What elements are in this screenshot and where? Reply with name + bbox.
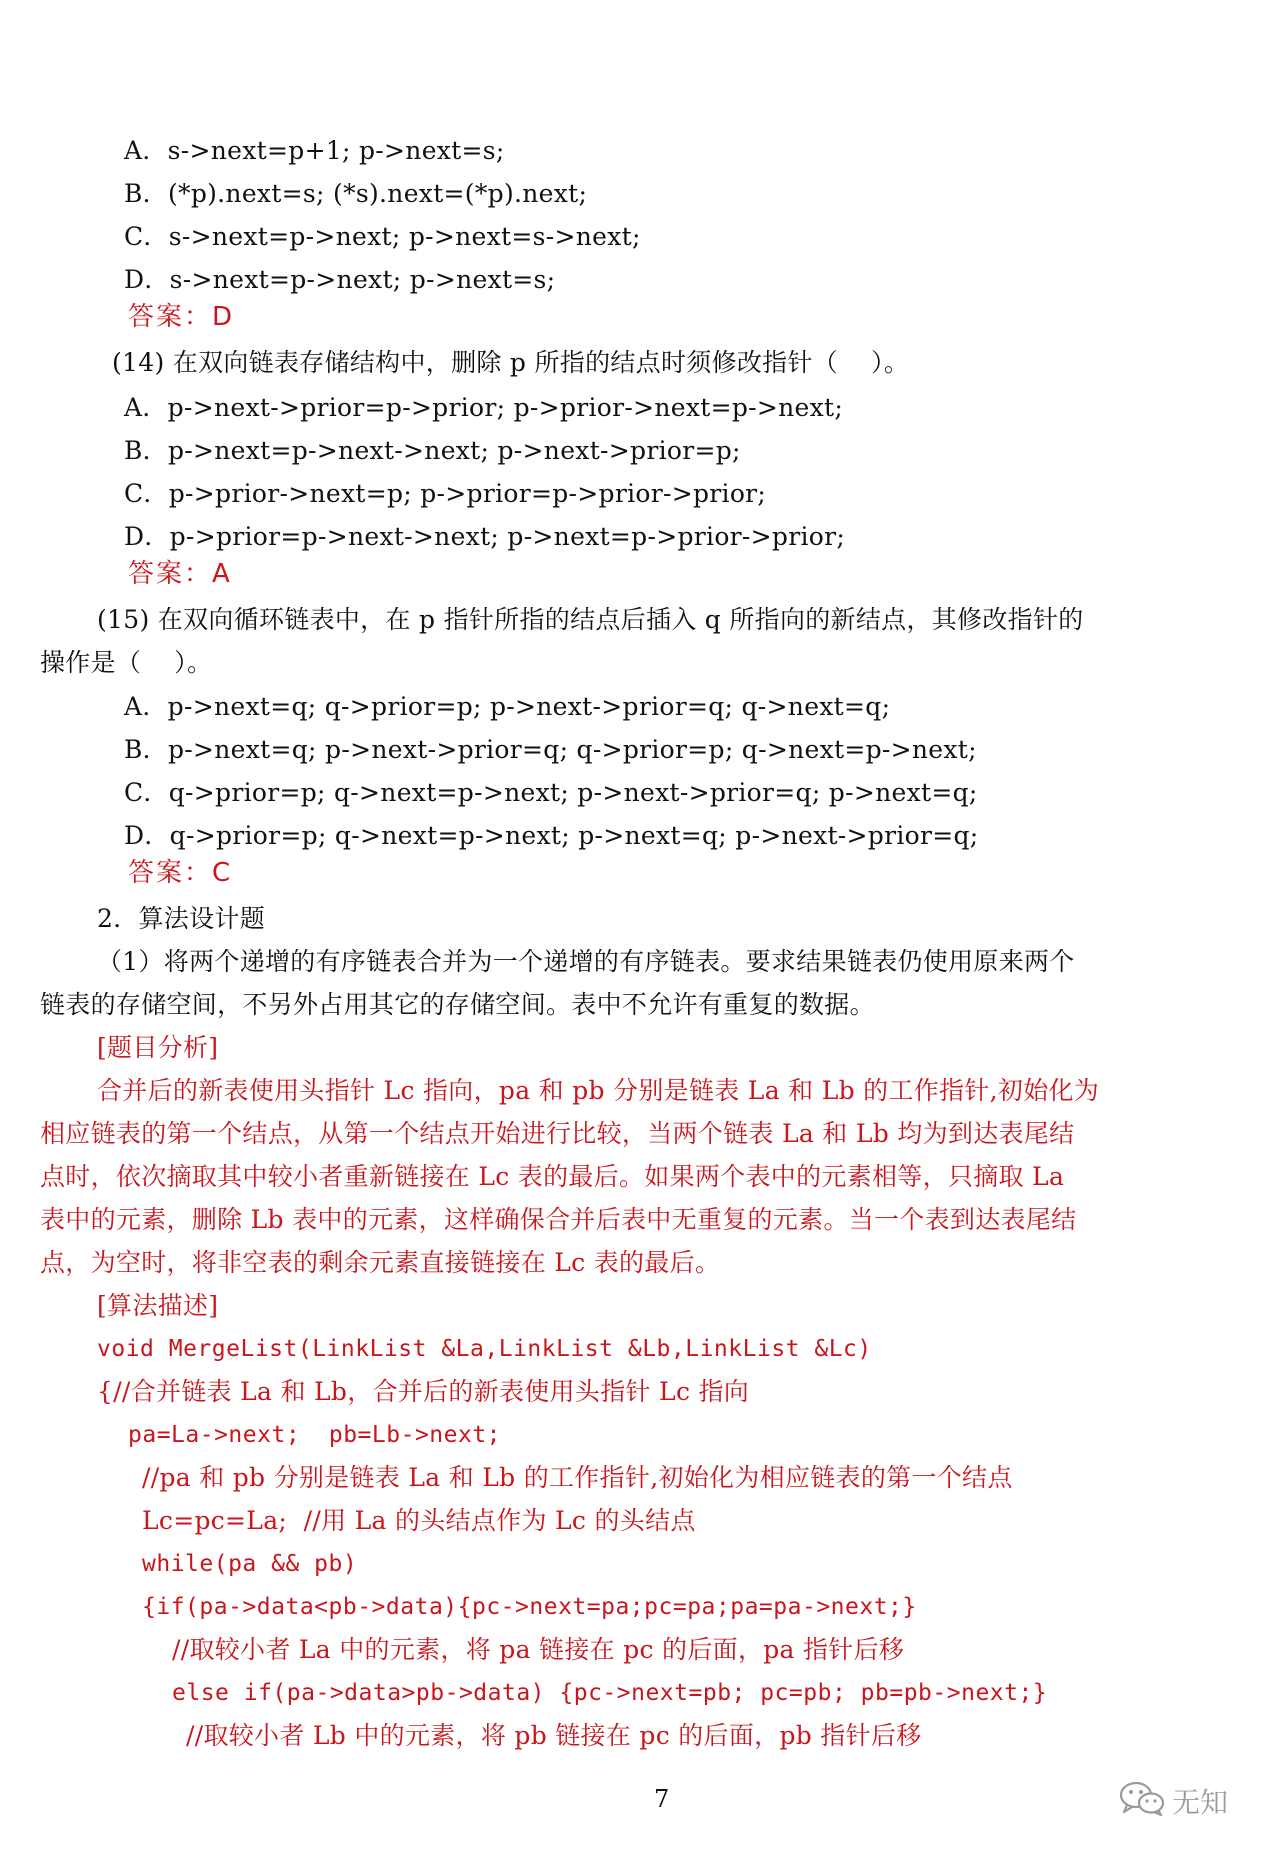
design-question-line1: （1）将两个递增的有序链表合并为一个递增的有序链表。要求结果链表仍使用原来两个	[97, 947, 1075, 976]
code-line-3: pa=La->next; pb=Lb->next;	[128, 1422, 502, 1448]
analysis-heading: [题目分析]	[97, 1033, 219, 1062]
code-line-9: else if(pa->data>pb->data) {pc->next=pb; pc=pb; pb=pb->next;}	[172, 1680, 1048, 1706]
analysis-line-4: 表中的元素，删除 Lb 表中的元素，这样确保合并后表中无重复的元素。当一个表到达表尾结	[40, 1205, 1077, 1234]
q15-option-a: A．p->next=q; q->prior=p; p->next->prior=q; q->next=q;	[124, 692, 891, 721]
design-question-line2: 链表的存储空间，不另外占用其它的存储空间。表中不允许有重复的数据。	[40, 990, 875, 1019]
analysis-line-1: 合并后的新表使用头指针 Lc 指向，pa 和 pb 分别是链表 La 和 Lb 的工作指针,初始化为	[97, 1076, 1100, 1105]
q14-option-d: D．p->prior=p->next->next; p->next=p->prior->prior;	[124, 522, 846, 551]
watermark-text: 无知	[1172, 1786, 1229, 1819]
page-number: 7	[654, 1785, 670, 1813]
analysis-line-5: 点，为空时，将非空表的剩余元素直接链接在 Lc 表的最后。	[40, 1248, 721, 1277]
analysis-line-3: 点时，依次摘取其中较小者重新链接在 Lc 表的最后。如果两个表中的元素相等，只摘取 La	[40, 1162, 1065, 1191]
code-line-2: {//合并链表 La 和 Lb，合并后的新表使用头指针 Lc 指向	[97, 1377, 750, 1406]
q15-option-d: D．q->prior=p; q->next=p->next; p->next=q; p->next->prior=q;	[124, 821, 979, 850]
q14-option-b: B．p->next=p->next->next; p->next->prior=p;	[124, 436, 741, 465]
code-line-10: //取较小者 Lb 中的元素，将 pb 链接在 pc 的后面，pb 指针后移	[186, 1721, 922, 1750]
q14-option-a: A．p->next->prior=p->prior; p->prior->next=p->next;	[124, 393, 844, 422]
wechat-icon	[1118, 1780, 1166, 1823]
q13-answer: 答案：D	[128, 302, 235, 332]
q14-option-c: C．p->prior->next=p; p->prior=p->prior->prior;	[124, 479, 767, 508]
q15-option-c: C．q->prior=p; q->next=p->next; p->next->prior=q; p->next=q;	[124, 778, 978, 807]
q14-answer: 答案：A	[128, 559, 232, 589]
code-line-5: Lc=pc=La; //用 La 的头结点作为 Lc 的头结点	[142, 1506, 696, 1535]
code-line-4: //pa 和 pb 分别是链表 La 和 Lb 的工作指针,初始化为相应链表的第一个结点	[142, 1463, 1013, 1492]
q13-option-a: A．s->next=p+1; p->next=s;	[124, 136, 505, 165]
code-line-7: {if(pa->data<pb->data){pc->next=pa;pc=pa;pa=pa->next;}	[142, 1594, 917, 1620]
q15-question-line2: 操作是（ ）。	[40, 648, 213, 677]
section-heading: 2．算法设计题	[97, 904, 266, 933]
algorithm-heading: [算法描述]	[97, 1291, 219, 1320]
q15-question-line1: (15) 在双向循环链表中，在 p 指针所指的结点后插入 q 所指向的新结点，其修改指针的	[97, 605, 1084, 634]
code-line-8: //取较小者 La 中的元素，将 pa 链接在 pc 的后面，pa 指针后移	[172, 1635, 905, 1664]
watermark	[1118, 1781, 1248, 1821]
analysis-line-2: 相应链表的第一个结点，从第一个结点开始进行比较，当两个链表 La 和 Lb 均为到达表尾结	[40, 1119, 1075, 1148]
q15-option-b: B．p->next=q; p->next->prior=q; q->prior=p; q->next=p->next;	[124, 735, 977, 764]
q15-answer: 答案：C	[128, 858, 233, 888]
q13-option-b: B．(*p).next=s; (*s).next=(*p).next;	[124, 179, 588, 208]
q14-question: (14) 在双向链表存储结构中，删除 p 所指的结点时须修改指针（ ）。	[112, 348, 910, 377]
q13-option-c: C．s->next=p->next; p->next=s->next;	[124, 222, 641, 251]
q13-option-d: D．s->next=p->next; p->next=s;	[124, 265, 556, 294]
code-line-6: while(pa && pb)	[142, 1551, 358, 1577]
code-line-1: void MergeList(LinkList &La,LinkList &Lb,LinkList &Lc)	[97, 1336, 872, 1362]
